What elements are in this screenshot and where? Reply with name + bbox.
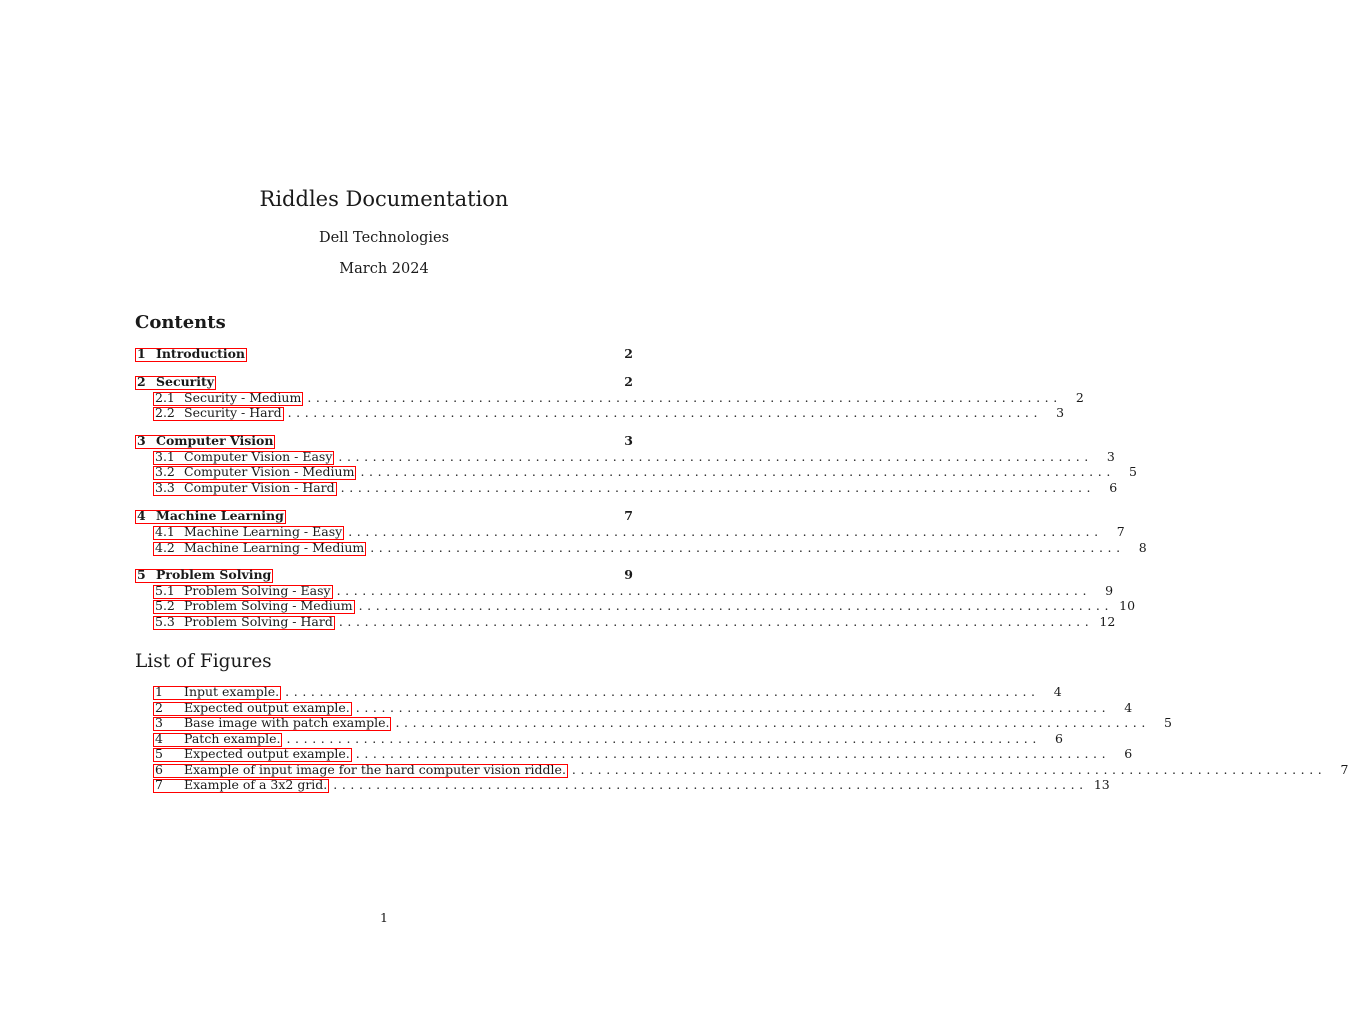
- toc-link-problem-solving-medium[interactable]: [153, 600, 355, 614]
- figure-page: 5: [1163, 715, 1172, 730]
- figure-title: Input example.: [184, 684, 280, 699]
- toc-number: 3: [137, 433, 146, 448]
- toc-link-machine-learning-easy[interactable]: [153, 526, 344, 540]
- dot-leader: ........................................................................................: [307, 390, 1062, 405]
- dot-leader: ........................................................................................: [355, 746, 1111, 761]
- toc-number: 5.1: [155, 583, 175, 598]
- toc-subsection: [153, 390, 1084, 406]
- figure-entry: [153, 762, 1348, 778]
- toc-section: [135, 374, 633, 390]
- figure-page: 7: [1340, 762, 1348, 777]
- figure-page: 4: [1053, 684, 1062, 699]
- toc-link-problem-solving[interactable]: [135, 569, 273, 583]
- contents-heading: Contents: [135, 312, 226, 333]
- dot-leader: ........................................................................................: [360, 464, 1115, 479]
- figure-page: 6: [1055, 731, 1063, 746]
- figure-entry: [153, 777, 1110, 793]
- figure-link-1[interactable]: [153, 686, 281, 700]
- figure-page: 6: [1124, 746, 1133, 761]
- toc-title: Machine Learning - Easy: [184, 524, 343, 539]
- dot-leader: ........................................................................................: [286, 731, 1041, 746]
- toc-page: 9: [624, 567, 633, 582]
- toc-subsection: [153, 480, 1118, 496]
- toc-subsection: [153, 583, 1114, 599]
- toc-number: 2: [137, 374, 146, 389]
- toc-link-security-medium[interactable]: [153, 392, 303, 406]
- figure-number: 7: [155, 777, 163, 792]
- toc-title: Computer Vision - Hard: [184, 480, 335, 495]
- figure-link-4[interactable]: [153, 733, 282, 747]
- toc-page: 10: [1119, 598, 1136, 613]
- toc-link-introduction[interactable]: [135, 348, 247, 362]
- figure-number: 3: [155, 715, 163, 730]
- toc-number: 4: [137, 508, 146, 523]
- toc-title: Computer Vision: [156, 433, 274, 448]
- dot-leader: ........................................................................................: [338, 449, 1093, 464]
- document-title: Riddles Documentation: [259, 187, 509, 211]
- figure-number: 6: [155, 762, 163, 777]
- figure-entry: [153, 684, 1062, 700]
- dot-leader: ........................................................................................: [348, 524, 1103, 539]
- toc-link-problem-solving-easy[interactable]: [153, 585, 333, 599]
- figure-link-6[interactable]: [153, 764, 568, 778]
- dot-leader: ........................................................................................: [355, 700, 1111, 715]
- toc-subsection: [153, 598, 1136, 614]
- toc-number: 3.1: [155, 449, 175, 464]
- figure-title: Base image with patch example.: [184, 715, 390, 730]
- figure-entry: [153, 746, 1133, 762]
- toc-subsection: [153, 524, 1125, 540]
- figure-number: 1: [155, 684, 163, 699]
- dot-leader: ........................................................................................: [336, 583, 1092, 598]
- figure-page: 4: [1124, 700, 1133, 715]
- figure-link-5[interactable]: [153, 748, 352, 762]
- figure-title: Patch example.: [184, 731, 281, 746]
- toc-number: 2.1: [155, 390, 175, 405]
- toc-page: 3: [1056, 405, 1065, 420]
- figure-number: 2: [155, 700, 163, 715]
- toc-number: 4.2: [155, 540, 175, 555]
- dot-leader: ........................................................................................: [285, 684, 1040, 699]
- figure-link-7[interactable]: [153, 779, 329, 793]
- toc-page: 2: [624, 374, 633, 389]
- figure-entry: [153, 715, 1172, 731]
- toc-title: Machine Learning - Medium: [184, 540, 365, 555]
- toc-section: [135, 346, 633, 362]
- toc-number: 4.1: [155, 524, 175, 539]
- figure-number: 4: [155, 731, 163, 746]
- toc-title: Security: [156, 374, 215, 389]
- page-number: 1: [380, 910, 388, 925]
- toc-link-problem-solving-hard[interactable]: [153, 616, 335, 630]
- list-of-figures-heading: List of Figures: [135, 651, 272, 672]
- toc-title: Problem Solving - Easy: [184, 583, 331, 598]
- toc-subsection: [153, 464, 1137, 480]
- toc-page: 12: [1099, 614, 1116, 629]
- toc-link-machine-learning[interactable]: [135, 510, 286, 524]
- dot-leader: ........................................................................................: [333, 777, 1088, 792]
- figure-title: Example of a 3x2 grid.: [184, 777, 328, 792]
- toc-link-machine-learning-medium[interactable]: [153, 542, 366, 556]
- toc-number: 1: [137, 346, 146, 361]
- document-date: March 2024: [339, 261, 429, 277]
- toc-title: Problem Solving - Medium: [184, 598, 353, 613]
- toc-page: 6: [1109, 480, 1118, 495]
- toc-link-computer-vision-medium[interactable]: [153, 466, 356, 480]
- toc-title: Security - Hard: [184, 405, 282, 420]
- dot-leader: ........................................................................................: [395, 715, 1150, 730]
- figure-page: 13: [1093, 777, 1110, 792]
- dot-leader: ........................................................................................: [338, 614, 1094, 629]
- figure-entry: [153, 700, 1133, 716]
- toc-page: 7: [1116, 524, 1125, 539]
- toc-subsection: [153, 614, 1116, 630]
- toc-title: Computer Vision - Easy: [184, 449, 333, 464]
- toc-title: Computer Vision - Medium: [184, 464, 355, 479]
- toc-link-computer-vision-easy[interactable]: [153, 451, 334, 465]
- figure-entry: [153, 731, 1063, 747]
- toc-page: 2: [624, 346, 633, 361]
- toc-number: 5.3: [155, 614, 175, 629]
- toc-title: Problem Solving - Hard: [184, 614, 333, 629]
- toc-link-security-hard[interactable]: [153, 407, 284, 421]
- toc-title: Security - Medium: [184, 390, 302, 405]
- toc-section: [135, 433, 633, 449]
- toc-link-computer-vision[interactable]: [135, 435, 275, 449]
- toc-section: [135, 567, 633, 583]
- toc-link-computer-vision-hard[interactable]: [153, 482, 337, 496]
- toc-title: Machine Learning: [156, 508, 284, 523]
- dot-leader: ........................................................................................: [340, 480, 1096, 495]
- figure-title: Expected output example.: [184, 746, 350, 761]
- toc-number: 3.3: [155, 480, 175, 495]
- toc-subsection: [153, 449, 1115, 465]
- dot-leader: ........................................................................................: [370, 540, 1125, 555]
- figure-link-2[interactable]: [153, 702, 352, 716]
- dot-leader: ........................................................................................: [358, 598, 1114, 613]
- toc-section: [135, 508, 633, 524]
- toc-title: Problem Solving: [156, 567, 272, 582]
- toc-page: 2: [1075, 390, 1084, 405]
- toc-page: 7: [624, 508, 633, 523]
- toc-page: 3: [1106, 449, 1115, 464]
- toc-number: 5: [137, 567, 146, 582]
- dot-leader: ........................................................................................: [571, 762, 1327, 777]
- toc-page: 9: [1105, 583, 1114, 598]
- toc-number: 5.2: [155, 598, 175, 613]
- figure-link-3[interactable]: [153, 717, 391, 731]
- toc-number: 2.2: [155, 405, 175, 420]
- figure-title: Example of input image for the hard computer vision riddle.: [184, 762, 566, 777]
- figure-number: 5: [155, 746, 163, 761]
- toc-link-security[interactable]: [135, 376, 216, 390]
- dot-leader: ........................................................................................: [287, 405, 1043, 420]
- toc-page: 8: [1138, 540, 1147, 555]
- document-author: Dell Technologies: [318, 230, 450, 246]
- toc-subsection: [153, 540, 1147, 556]
- toc-title: Introduction: [156, 346, 246, 361]
- toc-subsection: [153, 405, 1065, 421]
- toc-page: 3: [624, 433, 633, 448]
- toc-number: 3.2: [155, 464, 175, 479]
- toc-page: 5: [1128, 464, 1137, 479]
- figure-title: Expected output example.: [184, 700, 350, 715]
